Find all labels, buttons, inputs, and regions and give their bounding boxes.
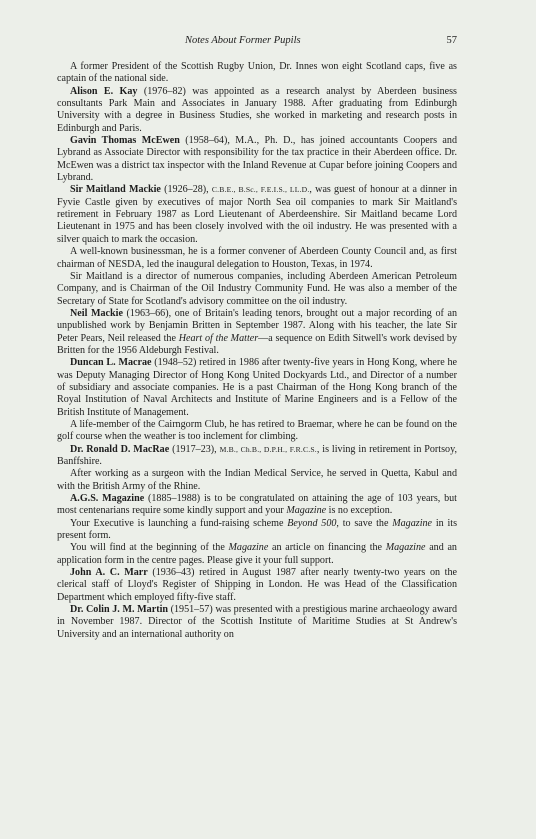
page-number: 57 bbox=[446, 35, 457, 46]
paragraph: John A. C. Marr (1936–43) retired in August 1987 after nearly twenty-two years on the clerical staff of Lloyd's Register of Shipping in London. He was Head of the Classification Department which employed fifty-five staff. bbox=[57, 567, 457, 603]
person-name: Dr. Colin J. M. Martin bbox=[70, 604, 168, 616]
person-name: Duncan L. Macrae bbox=[70, 357, 152, 369]
paragraph: Sir Maitland Mackie (1926–28), C.B.E., B.Sc., F.E.I.S., LL.D., was guest of honour at a dinner in Fyvie Castle given by executives of major North Sea oil companies to mark Sir Maitland's retirement in February 1987 as Lord Lieutenant of Aberdeenshire. Sir Maitland became Lord Lieutenant in 1975 and has been closely involved with the oil industry. He was presented with a silver quaich to mark the occasion. bbox=[57, 184, 458, 245]
paragraph: Neil Mackie (1963–66), one of Britain's leading tenors, brought out a major recording of an unpublished work by Benjamin Britten in September 1987. Along with his teacher, the late Sir Peter Pears, Neil released the Heart of the Matter—a sequence on Edith Sitwell's work devised by Britten for the 1956 Aldeburgh Festival. bbox=[57, 307, 458, 356]
paragraph: Alison E. Kay (1976–82) was appointed as a research analyst by Aberdeen business consultants Park Main and Associates in January 1988. After graduating from Edinburgh University with a degree in Business Studies, she worked in marketing and research posts in Edinburgh and Paris. bbox=[57, 85, 457, 134]
paragraph: You will find at the beginning of the Magazine an article on financing the Magazine and an application form in the centre pages. Please give it your full support. bbox=[57, 542, 457, 566]
paragraph: A former President of the Scottish Rugby Union, Dr. Innes won eight Scotland caps, five as captain of the national side. bbox=[57, 61, 457, 85]
scheme-name: Beyond 500 bbox=[287, 517, 337, 529]
paragraph: A well-known businessman, he is a former convener of Aberdeen County Council and, as first chairman of NESDA, led the inaugural delegation to Houston, Texas, in 1974. bbox=[57, 246, 457, 270]
magazine-name: A.G.S. Magazine bbox=[70, 493, 145, 505]
person-name: Alison E. Kay bbox=[70, 85, 138, 97]
person-name: Neil Mackie bbox=[70, 307, 123, 319]
paragraph: Gavin Thomas McEwen (1958–64), M.A., Ph. D., has joined accountants Coopers and Lybrand as Associate Director with responsibility for the tax practice in their Aberdeen office. Dr. McEwen was a district tax inspector with the Inland Revenue at Cupar before joining Coopers and Lybrand. bbox=[57, 135, 457, 184]
paragraph: Sir Maitland is a director of numerous companies, including Aberdeen American Petroleum Company, and is Chairman of the Oil Industry Community Fund. He was also a member of the Secretary of State for Scotland's advisory committee on the oil industry. bbox=[57, 270, 457, 307]
running-title: Notes About Former Pupils bbox=[185, 35, 301, 46]
paragraph: A life-member of the Cairngorm Club, he has retired to Braemar, where he can be found on the golf course when the weather is too inclement for climbing. bbox=[57, 418, 457, 443]
person-name: Sir Maitland Mackie bbox=[70, 184, 161, 196]
qualifications: M.B., Ch.B., D.P.H., F.R.C.S. bbox=[219, 444, 317, 454]
person-name: Gavin Thomas McEwen bbox=[70, 135, 180, 147]
paragraph: Dr. Colin J. M. Martin (1951–57) was presented with a prestigious marine archaeology award in November 1987. Director of the Scottish Institute of Maritime Studies at St Andrew's University and an international authority on bbox=[57, 604, 457, 640]
paragraph: A.G.S. Magazine (1885–1988) is to be congratulated on attaining the age of 103 years, but most centenarians require some kindly support and your Magazine is no exception. bbox=[57, 493, 457, 517]
paragraph: After working as a surgeon with the Indian Medical Service, he served in Quetta, Kabul and with the British Army of the Rhine. bbox=[57, 468, 457, 492]
paragraph: Duncan L. Macrae (1948–52) retired in 1986 after twenty-five years in Hong Kong, where he was Deputy Managing Director of Hong Kong United Dockyards Ltd., and Director of a number of subsidiary and associate companies. He is a past Chairman of the Hong Kong branch of the Royal Institution of Naval Architects and Institute of Marine Engineers and is a Fellow of the British Institute of Management. bbox=[57, 357, 457, 418]
paragraph: Dr. Ronald D. MacRae (1917–23), M.B., Ch.B., D.P.H., F.R.C.S., is living in retirement in Portsoy, Banffshire. bbox=[57, 443, 457, 467]
work-title: Heart of the Matter bbox=[178, 332, 259, 344]
page-body bbox=[57, 61, 457, 641]
qualifications: C.B.E., B.Sc., F.E.I.S., LL.D. bbox=[211, 185, 310, 195]
paragraph: Your Executive is launching a fund-raising scheme Beyond 500, to save the Magazine in its present form. bbox=[57, 517, 457, 542]
person-name: John A. C. Marr bbox=[70, 567, 148, 579]
person-name: Dr. Ronald D. MacRae bbox=[70, 443, 170, 455]
